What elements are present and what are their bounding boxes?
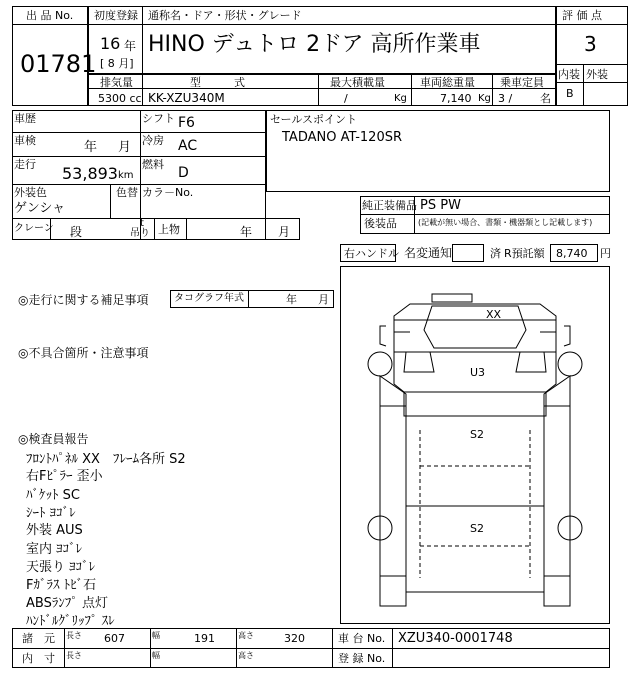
color-code-label: カラ－No.: [142, 186, 194, 199]
r-deposit-label: R預託額: [504, 247, 545, 260]
report-line: 室内 ﾖｺﾞﾚ: [26, 542, 83, 557]
aftermarket-label: 後装品: [364, 217, 397, 230]
in-length-label: 長さ: [66, 651, 82, 660]
ac-value: AC: [178, 138, 198, 154]
fuel-label: 燃料: [142, 158, 164, 171]
wheel-front-left: [368, 352, 392, 376]
report-line: Fｶﾞﾗｽ ﾄﾋﾞ石: [26, 578, 97, 593]
driving-notes-label: ◎走行に関する補足事項: [18, 293, 149, 307]
lot-no-label: 出 品 No.: [26, 9, 74, 22]
car-name: HINO デュトロ 2ドア 高所作業車: [148, 32, 481, 57]
chassis-label: 車 台 No.: [338, 632, 386, 645]
displacement-label: 排気量: [100, 76, 133, 89]
vehicle-diagram: [340, 266, 610, 624]
sales-point-value: TADANO AT-120SR: [282, 130, 403, 145]
r-deposit-unit: 円: [600, 247, 611, 260]
model-value: KK-XZU340M: [148, 91, 225, 105]
model-label: 型 式: [190, 76, 245, 89]
left-frame: [380, 376, 406, 606]
cab-outline: [394, 304, 556, 416]
genuine-equip-value: PS PW: [420, 198, 461, 213]
jouka-label: 上物: [158, 223, 180, 236]
mileage-unit: km: [118, 170, 134, 181]
interior-label: 内装: [558, 68, 580, 81]
report-line: ABSﾗﾝﾌﾟ 点灯: [26, 596, 108, 611]
exterior-color-value: ゲンシャ: [14, 201, 66, 216]
mark-bed-mid: S2: [470, 428, 484, 441]
chassis-no: XZU340-0001748: [398, 631, 513, 646]
handle-label: 右ハンドル: [344, 247, 399, 260]
left-mirror: [380, 326, 386, 346]
report-line: ﾌﾛﾝﾄﾊﾟﾈﾙ XX ﾌﾚｰﾑ各所 S2: [26, 452, 186, 467]
sales-point-label: セールスポイント: [270, 113, 358, 126]
max-load-label: 最大積載量: [330, 76, 385, 89]
mark-cabin: U3: [470, 366, 486, 379]
report-line: ｼｰﾄ ﾖｺﾞﾚ: [26, 506, 76, 521]
fuel-value: D: [178, 165, 189, 181]
wheel-front-right: [558, 352, 582, 376]
gross-weight-value: 7,140: [440, 92, 472, 105]
inspection-year: 年: [84, 140, 98, 155]
shift-value: F6: [178, 115, 195, 131]
report-line: ﾊﾝﾄﾞﾙｸﾞﾘｯﾌﾟ ｽﾚ: [26, 614, 115, 629]
length-label: 長さ: [66, 631, 82, 640]
recycle-mark: 済: [490, 247, 501, 260]
shift-label: シフト: [142, 112, 175, 125]
length-value: 607: [104, 632, 125, 645]
tacho-year: 年: [286, 293, 297, 306]
mileage-value: 53,893: [62, 164, 118, 183]
lot-no: 01781: [20, 50, 97, 78]
dims-label: 諸 元: [22, 632, 55, 645]
cab-windshield: [424, 306, 526, 348]
crane-hang: 吊り: [130, 228, 150, 239]
width-value: 191: [194, 632, 215, 645]
defects-label: ◎不具合箇所・注意事項: [18, 346, 149, 360]
gross-weight-label: 車両総重量: [420, 76, 475, 89]
aftermarket-note: (記載が無い場合、書類・機器類とし記載します): [418, 218, 593, 227]
height-value: 320: [284, 632, 305, 645]
crane-stage: 段: [70, 225, 83, 239]
mark-bed-rear: S2: [470, 522, 484, 535]
crane-row: [12, 218, 300, 240]
first-reg-year: 16: [100, 34, 121, 53]
in-width-label: 幅: [152, 651, 160, 660]
grade-value: 3: [584, 32, 597, 56]
width-label: 幅: [152, 631, 160, 640]
car-name-label: 通称名・ドア・形状・グレード: [148, 9, 302, 22]
first-reg-label: 初度登録: [94, 9, 138, 22]
reg-label: 登 録 No.: [338, 652, 386, 665]
in-height-label: 高さ: [238, 651, 254, 660]
capacity-unit: 名: [540, 92, 551, 105]
capacity-value: 3 /: [498, 92, 513, 105]
height-label: 高さ: [238, 631, 254, 640]
mark-front: XX: [486, 308, 502, 321]
truck-bed: [406, 416, 544, 592]
name-change-box: [452, 244, 484, 262]
jouka-year: 年: [240, 225, 253, 239]
exterior-label: 外装: [586, 68, 608, 81]
first-reg-month: [ 8 月]: [100, 57, 134, 70]
inspection-month: 月: [118, 140, 132, 155]
max-load-value: /: [344, 92, 348, 105]
inspector-label: ◎検査員報告: [18, 432, 89, 446]
tacho-month: 月: [318, 293, 329, 306]
r-deposit-value: 8,740: [556, 247, 588, 260]
cab-roof: [432, 294, 472, 302]
color-change-label: 色替: [116, 186, 138, 199]
crane-label: クレーン: [14, 223, 54, 234]
history-label: 車歴: [14, 112, 36, 125]
report-line: 天張り ﾖｺﾞﾚ: [26, 560, 96, 575]
name-change-label: 名変通知: [404, 246, 453, 260]
capacity-label: 乗車定員: [500, 76, 544, 89]
report-line: ﾊﾞｹｯﾄ SC: [26, 488, 80, 503]
displacement-value: 5300 cc: [98, 92, 142, 105]
report-line: 外装 AUS: [26, 523, 83, 538]
tachograph-label: タコグラフ年式: [174, 293, 244, 304]
interior-dims-label: 内 寸: [22, 652, 55, 665]
right-mirror: [564, 326, 570, 346]
right-frame: [544, 376, 570, 606]
ac-label: 冷房: [142, 134, 164, 147]
grade-label: 評 価 点: [562, 9, 602, 22]
max-load-unit: Kg: [394, 93, 407, 104]
gross-weight-unit: Kg: [478, 93, 491, 104]
crane-t: t: [140, 218, 144, 229]
exterior-color-label: 外装色: [14, 186, 47, 199]
genuine-equip-label: 純正装備品: [362, 199, 417, 212]
jouka-month: 月: [278, 225, 291, 239]
first-reg-year-unit: 年: [124, 39, 137, 53]
mileage-label: 走行: [14, 158, 36, 171]
inspection-label: 車検: [14, 134, 36, 147]
report-line: 右Fﾋﾟﾗｰ 歪小: [26, 469, 103, 484]
interior-grade: B: [566, 87, 574, 100]
